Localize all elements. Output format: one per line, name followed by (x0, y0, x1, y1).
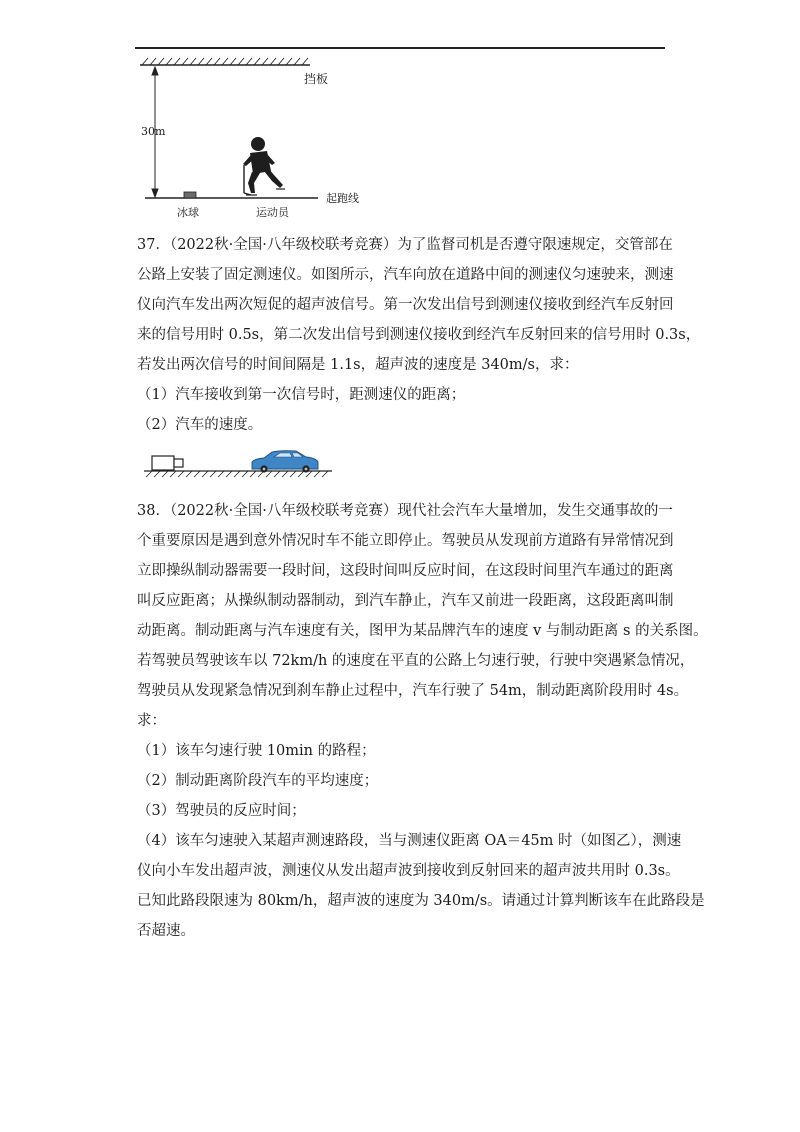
q38-sub-4-line: （4）该车匀速驶入某超声测速路段，当与测速仪距离 OA＝45m 时（如图乙），测速 (137, 833, 682, 849)
baffle-label: 挡板 (304, 72, 329, 86)
q38-line: 个重要原因是遇到意外情况时车不能立即停止。驾驶员从发现前方道路有异常情况到 (137, 533, 674, 549)
start-line-label: 起跑线 (326, 192, 359, 205)
q38-line: 叫反应距离；从操纵制动器制动，到汽车静止，汽车又前进一段距离，这段距离叫制 (137, 593, 674, 609)
q37-sub-2: （2）汽车的速度。 (137, 417, 263, 433)
q37-line: 37．（2022秋·全国·八年级校联考竞赛）为了监督司机是否遵守限速规定，交管部在 (137, 237, 673, 253)
q38-sub-3: （3）驾驶员的反应时间； (137, 803, 306, 819)
q38-sub-4-line: 已知此路段限速为 80km/h，超声波的速度为 340m/s。请通过计算判断该车在此路段是 (137, 893, 705, 909)
q38-sub-1: （1）该车匀速行驶 10min 的路程； (137, 743, 376, 759)
hockey-figure (130, 55, 380, 220)
q38-line: 动距离。制动距离与汽车速度有关，图甲为某品牌汽车的速度 v 与制动距离 s 的关系图。 (137, 623, 708, 639)
q37-line: 若发出两次信号的时间间隔是 1.1s，超声波的速度是 340m/s，求： (137, 357, 579, 373)
car-icon (252, 451, 318, 473)
speed-camera-figure (140, 448, 340, 480)
q38-line: 38．（2022秋·全国·八年级校联考竞赛）现代社会汽车大量增加，发生交通事故的一 (137, 503, 673, 519)
q38-line: 若驾驶员驾驶该车以 72km/h 的速度在平直的公路上匀速行驶，行驶中突遇紧急情况， (137, 653, 695, 669)
q38-sub-4-line: 否超速。 (137, 923, 195, 939)
top-rule (135, 47, 665, 49)
q38-line: 驾驶员从发现紧急情况到刹车静止过程中，汽车行驶了 54m，制动距离阶段用时 4s。 (137, 683, 689, 699)
athlete-label: 运动员 (256, 206, 289, 219)
puck-icon (184, 192, 196, 198)
q37-sub-1: （1）汽车接收到第一次信号时，距测速仪的距离； (137, 387, 466, 403)
q37-line: 仪向汽车发出两次短促的超声波信号。第一次发出信号到测速仪接收到经汽车反射回 (137, 297, 674, 313)
q38-sub-4-line: 仪向小车发出超声波，测速仪从发出超声波到接收到反射回来的超声波共用时 0.3s。 (137, 863, 680, 879)
baffle-hatching (140, 58, 310, 65)
question-38 (137, 496, 708, 946)
height-label: 30m (141, 125, 166, 138)
q38-sub-2: （2）制动距离阶段汽车的平均速度； (137, 773, 379, 789)
question-37 (137, 230, 701, 440)
q38-line: 立即操纵制动器需要一段时间，这段时间叫反应时间，在这段时间里汽车通过的距离 (137, 563, 674, 579)
puck-label: 冰球 (177, 206, 199, 219)
road-hatching (146, 471, 328, 477)
q37-line: 来的信号用时 0.5s，第二次发出信号到测速仪接收到经汽车反射回来的信号用时 0.3s， (137, 327, 701, 343)
speed-camera-icon (152, 456, 183, 470)
q37-line: 公路上安装了固定测速仪。如图所示，汽车向放在道路中间的测速仪匀速驶来，测速 (137, 267, 674, 283)
q38-line: 求： (137, 713, 166, 729)
hockey-player-icon (243, 137, 285, 195)
